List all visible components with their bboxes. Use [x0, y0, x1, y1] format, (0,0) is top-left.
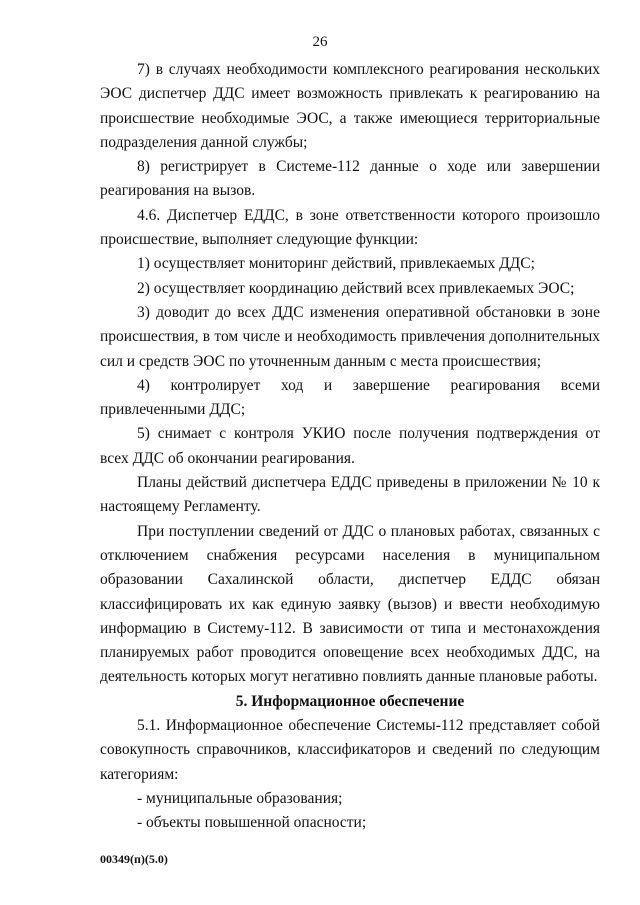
- category-item-hazard-objects: - объекты повышенной опасности;: [137, 814, 367, 832]
- section-5-1-paragraph: 5.1. Информационное обеспечение Системы-112 представляет собой совокупность справочников, классификаторов и сведений по следующим категориям:: [100, 717, 600, 783]
- function-item-1: 1) осуществляет мониторинг действий, привлекаемых ДДС;: [137, 255, 535, 273]
- function-item-2: 2) осуществляет координацию действий всех привлекаемых ЭОС;: [137, 279, 575, 297]
- planned-works-paragraph: При поступлении сведений от ДДС о плановых работах, связанных с отключением снабжения ресурсами населения в муниципальном образовании Сахалинской области, диспетчер ЕДДС обязан классифицировать их как единую заявку (вызов) и ввести необходимую информацию в Систему-112. В зависимости от типа и местонахождения планируемых работ проводится оповещение всех необходимых ДДС, на деятельность которых могут негативно повлиять данные плановые работы.: [100, 522, 600, 686]
- list-item-8: 8) регистрирует в Системе-112 данные о ходе или завершении реагирования на вызов.: [100, 158, 600, 200]
- plans-paragraph: Планы действий диспетчера ЕДДС приведены в приложении № 10 к настоящему Регламенту.: [100, 474, 600, 516]
- page-number: 26: [312, 34, 328, 50]
- function-item-3: 3) доводит до всех ДДС изменения оперативной обстановки в зоне происшествия, в том числе и необходимость привлечения дополнительных сил и средств ЭОС по уточненным данным с места происшествия;: [100, 303, 600, 370]
- document-body: [100, 58, 600, 836]
- function-item-4: 4) контролирует ход и завершение реагирования всеми привлеченными ДДС;: [100, 376, 600, 419]
- function-item-5: 5) снимает с контроля УКИО после получения подтверждения от всех ДДС об окончании реагирования.: [100, 425, 600, 467]
- category-item-municipal: - муниципальные образования;: [137, 789, 343, 807]
- section-4-6-intro: 4.6. Диспетчер ЕДДС, в зоне ответственности которого произошло происшествие, выполняет следующие функции:: [100, 206, 600, 249]
- document-code: 00349(п)(5.0): [100, 852, 168, 866]
- list-item-7: 7) в случаях необходимости комплексного реагирования нескольких ЭОС диспетчер ДДС имеет возможность привлекать к реагированию на происшествие необходимые ЭОС, а также имеющиеся территориальные подразделения данной службы;: [100, 61, 600, 151]
- section-heading: 5. Информационное обеспечение: [235, 692, 465, 710]
